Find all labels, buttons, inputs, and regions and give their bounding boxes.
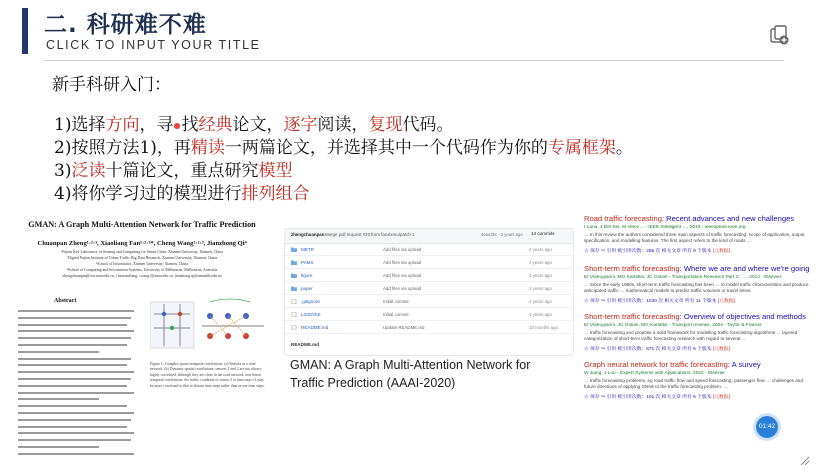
step-keyword: 复现	[368, 115, 403, 135]
result-snippet: … traffic forecasting problems, eg road traffic flow and speed forecasting, passenger flow … challenges and future directions of applying GNNs to the traffic forecasting problem. …	[584, 378, 803, 390]
result-authors[interactable]: EI Vlahogianni, MG Karlaftis, JC Golias - Transportation Research Part C: …, 2014 - Elsevier	[584, 275, 782, 280]
repo-file-age: 2 years ago	[529, 299, 552, 304]
result-title-rest: : Where we are and where we're going	[679, 264, 810, 273]
repo-commit-bar	[285, 229, 573, 244]
result-action-links[interactable]: ☆ 保存 ⁹⁹ 引用 被引用次数：671 次 相关文章 所有 6 个版本	[584, 346, 712, 352]
step-3	[54, 156, 292, 181]
repo-file-commit[interactable]: Update README.md	[383, 325, 425, 330]
slide-subtitle[interactable]: CLICK TO INPUT YOUR TITLE	[46, 38, 261, 52]
file-icon	[291, 299, 297, 304]
github-repo-panel	[284, 228, 574, 356]
search-result	[584, 264, 810, 304]
result-actions[interactable]	[584, 345, 810, 352]
result-title-link[interactable]	[584, 214, 810, 223]
abstract-text-line	[18, 317, 131, 319]
result-title-rest: : Overview of objectives and methods	[679, 312, 806, 321]
step-text: 一两篇论文，并选择其中一个代码作为你的	[224, 138, 548, 158]
repo-file-age: 2 years ago	[529, 247, 552, 252]
step-text: 阅读，	[317, 115, 369, 135]
result-title-highlight: Graph neural network for traffic forecasting	[584, 360, 728, 369]
result-title-link[interactable]	[584, 360, 810, 369]
folder-icon	[291, 260, 297, 265]
result-title-highlight: Short-term traffic forecasting	[584, 264, 680, 273]
abstract-heading: Abstract	[54, 298, 77, 304]
repo-file-name[interactable]: LICENSE	[301, 312, 321, 317]
paper-affiliation: ³School of Informatics, Xiamen University, Xiamen, China	[96, 262, 188, 266]
repo-user[interactable]: zhengchuanpan	[291, 232, 325, 237]
repo-file-row[interactable]	[285, 283, 573, 295]
repo-commit-message[interactable]: Merge pull request #33 from fanxlxmu/patch-1	[325, 232, 415, 237]
slide-title: 二. 科研难不难	[44, 12, 207, 38]
repo-file-age: 10 months ago	[529, 325, 559, 330]
repo-file-name[interactable]: figure	[301, 273, 313, 278]
repo-commit-count[interactable]: 14 commits	[531, 231, 555, 236]
paper-affiliation: ¹Fujian Key Laboratory of Sensing and Computing for Smart Cities, Xiamen University, Xiamen, China	[60, 250, 224, 254]
repo-file-commit[interactable]: Add files via upload	[383, 286, 422, 291]
abstract-text-line	[18, 344, 127, 346]
result-authors[interactable]: I Lana, J Del Ser, M Velez… - IEEE Intelligent …, 2018 - ieeexplore.ieee.org	[584, 225, 746, 230]
repo-caption: GMAN: A Graph Multi-Attention Network for Traffic Prediction (AAAI-2020)	[290, 358, 531, 390]
repo-file-name[interactable]: METR	[301, 247, 315, 252]
repo-file-row[interactable]	[285, 270, 573, 282]
search-result	[584, 214, 810, 254]
repo-file-commit[interactable]: Add files via upload	[383, 260, 422, 265]
abstract-text-line	[18, 330, 134, 332]
intro-text: 新手科研入门：	[52, 75, 171, 95]
step-text: 4)将你学习过的模型进行	[54, 184, 242, 204]
step-keyword: 模型	[258, 161, 293, 181]
step-keyword: 排列组合	[241, 184, 310, 204]
figure-1-diagram	[150, 296, 266, 358]
figure-caption: Figure 1: Complex spatio-temporal correlations. (a) Sensors in a road network. (b) Dynamic spatial correlations: sensors 1 and 2 are not always highly correlated, although they are close in the road network; non-linear temporal correlations: the traffic condition of sensor 3 at time step t+1 may be more correlated to that at distant time steps rather than recent time steps.	[150, 362, 265, 388]
result-action-links[interactable]: ☆ 保存 ⁹⁹ 引用 被引用次数：101 次 相关文章 所有 6 个版本	[584, 394, 712, 400]
repo-file-row[interactable]	[285, 322, 573, 334]
abstract-text-line	[18, 426, 127, 428]
step-keyword: 专属框架	[547, 138, 616, 158]
paper-title: GMAN: A Graph Multi-Attention Network for Traffic Prediction	[28, 220, 256, 229]
paper-screenshot	[14, 214, 270, 460]
step-4	[54, 179, 309, 204]
result-actions[interactable]	[584, 247, 810, 254]
step-text: 十篇论文，重点研究	[105, 161, 259, 181]
abstract-text-line	[18, 439, 131, 441]
step-keyword: 泛读	[71, 161, 106, 181]
repo-file-age: 2 years ago	[529, 260, 552, 265]
title-divider	[44, 60, 784, 61]
search-result	[584, 360, 810, 400]
result-fulltext-link[interactable]: [元数据]	[717, 298, 735, 304]
repo-commit-hash[interactable]: 4eaa35c · 2 years ago	[481, 232, 523, 237]
result-title-highlight: Short-term traffic forecasting	[584, 312, 680, 321]
result-title-link[interactable]	[584, 312, 810, 321]
resize-grip-icon[interactable]	[798, 454, 810, 466]
result-snippet: … In this review the authors considered three main aspects of traffic forecasting: scope of application, output specification, and modelling features. The first aspect refers to the kind of roads …	[584, 232, 805, 244]
result-action-links[interactable]: ☆ 保存 ⁹⁹ 引用 被引用次数：1030 次 相关文章 所有 11 个版本	[584, 298, 717, 304]
repo-file-name[interactable]: paper	[301, 286, 313, 291]
result-title-highlight: Road traffic forecasting	[584, 214, 662, 223]
repo-file-name[interactable]: .gitignore	[301, 299, 320, 304]
result-actions[interactable]	[584, 297, 810, 304]
result-title-link[interactable]	[584, 264, 810, 273]
repo-file-commit[interactable]: Initial commit	[383, 312, 409, 317]
folder-icon	[291, 273, 297, 278]
repo-file-commit[interactable]: Initial commit	[383, 299, 409, 304]
result-title-rest: : A survey	[727, 360, 761, 369]
search-result	[584, 312, 810, 352]
repo-file-age: 2 years ago	[529, 273, 552, 278]
step-keyword: 精读	[190, 138, 225, 158]
abstract-text-line	[18, 358, 131, 360]
paper-authors: Chuanpan Zheng¹·²·³, Xiaoliang Fan¹·²·³*, Cheng Wang¹·²·³, Jianzhong Qi⁴	[37, 240, 247, 247]
step-keyword: 经典	[198, 115, 233, 135]
abstract-text-line	[18, 446, 99, 448]
repo-file-age: 2 years ago	[529, 286, 552, 291]
step-text: ，寻	[139, 115, 174, 135]
repo-file-row[interactable]	[285, 309, 573, 321]
abstract-text-line	[18, 351, 99, 353]
result-snippet: … traffic forecasting and propose a solid framework for modelling traffic forecasting algorithms … layered categorization of short-term traffic forecasting research with regard to several …	[584, 330, 798, 342]
abstract-text-line	[18, 324, 127, 326]
folder-icon	[291, 286, 297, 291]
result-title-rest: : Recent advances and new challenges	[661, 214, 795, 223]
abstract-text-line	[18, 378, 131, 380]
readme-tab[interactable]: README.md	[291, 342, 320, 347]
repo-file-commit[interactable]: Add files via upload	[383, 273, 422, 278]
abstract-text-line	[18, 385, 127, 387]
repo-file-commit[interactable]: Add files via upload	[383, 247, 422, 252]
step-text: 1)选择	[54, 115, 106, 135]
step-1	[54, 110, 453, 135]
repo-file-age: 2 years ago	[529, 312, 552, 317]
title-accent-bar	[22, 8, 28, 54]
copy-add-icon[interactable]	[768, 24, 790, 46]
timer-badge[interactable]: 01:42	[756, 416, 778, 438]
abstract-text-line	[18, 310, 134, 312]
repo-file-row[interactable]	[285, 244, 573, 256]
result-actions[interactable]	[584, 393, 810, 400]
result-authors[interactable]: W Jiang, J Luo - Expert Systems with Applications, 2022 - Elsevier	[584, 371, 726, 376]
abstract-text-line	[18, 364, 127, 366]
paper-affiliation: zhengchuanpan@stu.xmu.edu.cn, {fanxiaoliang, cwang}@xmu.edu.cn, jianzhong.qi@unimelb.edu.au	[62, 274, 222, 278]
abstract-body	[18, 310, 134, 460]
result-action-links[interactable]: ☆ 保存 ⁹⁹ 引用 被引用次数：256 次 相关文章 所有 8 个版本	[584, 248, 712, 254]
step-text: 3)	[54, 161, 72, 181]
result-snippet: … Since the early 1980s, short-term traffic forecasting has been … to model traffic characteristics and produce anticipated traffic … mathematical models to predict traffic volumes or travel times.	[584, 282, 809, 294]
result-fulltext-link[interactable]: [元数据]	[712, 248, 730, 254]
step-text: 论文，	[232, 115, 284, 135]
step-text: 代码。	[402, 115, 454, 135]
abstract-text-line	[18, 453, 134, 455]
step-keyword: 方向	[105, 115, 140, 135]
repo-file-row[interactable]	[285, 257, 573, 269]
repo-file-name[interactable]: PeMS	[301, 260, 314, 265]
step-text: 找	[181, 115, 199, 135]
abstract-text-line	[18, 337, 131, 339]
step-text: 。	[615, 138, 633, 158]
pointer-cursor-icon	[174, 123, 180, 129]
step-2	[54, 133, 633, 158]
abstract-text-line	[18, 432, 134, 434]
abstract-text-line	[18, 371, 134, 373]
step-text: 2)按照方法1)，再	[54, 138, 191, 158]
paper-affiliation: ⁴School of Computing and Information Systems, University of Melbourne, Melbourne, Australia	[66, 268, 218, 272]
paper-affiliation: ²Digital Fujian Institute of Urban Traffic Big Data Research, Xiamen University, Xiamen, China	[66, 256, 218, 260]
abstract-text-line	[18, 419, 131, 421]
result-fulltext-link[interactable]: [元数据]	[712, 346, 730, 352]
abstract-text-line	[18, 398, 99, 400]
result-fulltext-link[interactable]: [元数据]	[712, 394, 730, 400]
result-authors[interactable]: EI Vlahogianni, JC Golias, MG Karlaftis - Transport reviews, 2004 - Taylor & Francis	[584, 323, 762, 328]
abstract-text-line	[18, 412, 134, 414]
folder-icon	[291, 247, 297, 252]
repo-file-name[interactable]: README.md	[301, 325, 329, 330]
repo-file-row[interactable]	[285, 296, 573, 308]
file-icon	[291, 325, 297, 330]
abstract-text-line	[18, 405, 127, 407]
file-icon	[291, 312, 297, 317]
step-keyword: 逐字	[283, 115, 318, 135]
abstract-text-line	[18, 392, 134, 394]
